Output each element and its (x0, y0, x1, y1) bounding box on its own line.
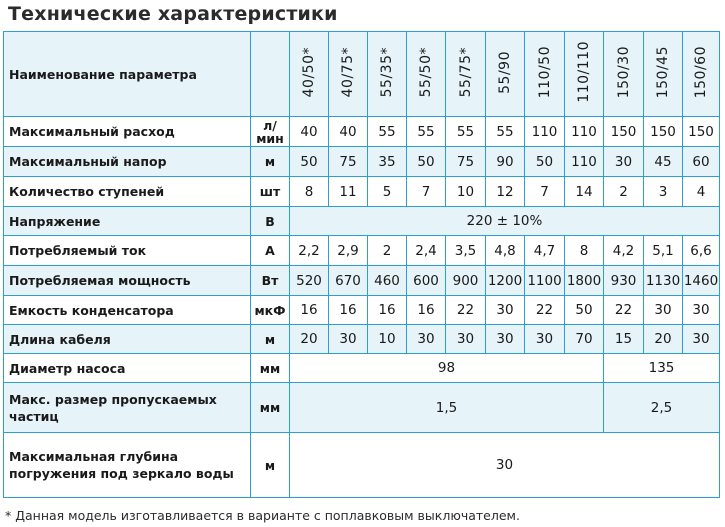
value-cell: 20 (290, 325, 329, 354)
param-name: Длина кабеля (4, 325, 251, 354)
model-label: 40/50* (301, 46, 317, 98)
value-cell: 150 (604, 117, 644, 147)
value-cell: 900 (446, 266, 486, 296)
value-cell: 55 (486, 117, 525, 147)
param-unit: м (251, 433, 290, 498)
value-cell: 30 (407, 325, 446, 354)
table-row (4, 433, 720, 498)
model-header (644, 32, 683, 117)
value-cell: 110 (565, 147, 604, 177)
value-cell: 75 (329, 147, 368, 177)
param-name: Количество ступеней (4, 177, 251, 207)
value-cell: 16 (407, 296, 446, 325)
value-cell: 135 (604, 354, 720, 383)
value-cell: 12 (486, 177, 525, 207)
value-cell: 1460 (683, 266, 720, 296)
param-name: Потребляемый ток (4, 236, 251, 266)
model-header (486, 32, 525, 117)
value-cell: 110 (565, 117, 604, 147)
value-cell: 4 (683, 177, 720, 207)
model-label: 110/110 (576, 41, 592, 103)
value-cell: 35 (368, 147, 407, 177)
model-header (290, 32, 329, 117)
model-label: 55/50* (418, 46, 434, 98)
model-header (368, 32, 407, 117)
value-cell: 15 (604, 325, 644, 354)
value-cell: 50 (525, 147, 565, 177)
table-row (4, 147, 720, 177)
model-label: 150/30 (615, 45, 632, 99)
value-cell: 22 (446, 296, 486, 325)
param-name: Потребляемая мощность (4, 266, 251, 296)
spec-table (3, 31, 720, 498)
value-cell: 1200 (486, 266, 525, 296)
value-cell: 30 (486, 296, 525, 325)
value-cell: 30 (683, 296, 720, 325)
value-cell: 50 (407, 147, 446, 177)
model-label: 55/75* (457, 46, 474, 98)
model-header (525, 32, 565, 117)
value-cell: 50 (565, 296, 604, 325)
value-cell: 7 (407, 177, 446, 207)
page-title: Технические характеристики (8, 3, 338, 25)
table-row (4, 177, 720, 207)
value-cell: 40 (329, 117, 368, 147)
value-cell: 14 (565, 177, 604, 207)
value-cell: 30 (290, 433, 720, 498)
param-name: Напряжение (4, 207, 251, 236)
param-unit: мм (251, 383, 290, 433)
value-cell: 7 (525, 177, 565, 207)
param-unit: мм (251, 354, 290, 383)
value-cell: 5,1 (644, 236, 683, 266)
model-label: 55/90 (497, 50, 513, 94)
param-name: Максимальная глубина погружения под зеркало воды (4, 433, 251, 498)
value-cell: 30 (683, 325, 720, 354)
param-unit: шт (251, 177, 290, 207)
value-cell: 8 (565, 236, 604, 266)
param-header: Наименование параметра (4, 32, 251, 117)
value-cell: 55 (368, 117, 407, 147)
model-label: 110/50 (536, 45, 553, 99)
param-name: Диаметр насоса (4, 354, 251, 383)
value-cell: 4,7 (525, 236, 565, 266)
value-cell: 16 (368, 296, 407, 325)
param-unit: Вт (251, 266, 290, 296)
model-label: 150/60 (693, 45, 709, 99)
unit-header (251, 32, 290, 117)
model-header (565, 32, 604, 117)
model-label: 150/45 (655, 45, 671, 99)
value-cell: 70 (565, 325, 604, 354)
value-cell: 30 (446, 325, 486, 354)
value-cell: 5 (368, 177, 407, 207)
value-cell: 2,2 (290, 236, 329, 266)
value-cell: 2 (368, 236, 407, 266)
param-unit: м (251, 147, 290, 177)
value-cell: 30 (486, 325, 525, 354)
value-cell: 2,4 (407, 236, 446, 266)
table-row (4, 207, 720, 236)
value-cell: 6,6 (683, 236, 720, 266)
value-cell: 110 (525, 117, 565, 147)
value-cell: 930 (604, 266, 644, 296)
value-cell: 60 (683, 147, 720, 177)
model-header (329, 32, 368, 117)
value-cell: 22 (604, 296, 644, 325)
value-cell: 520 (290, 266, 329, 296)
param-name: Макс. размер пропускаемых частиц (4, 383, 251, 433)
value-cell: 3 (644, 177, 683, 207)
value-cell: 16 (329, 296, 368, 325)
param-unit: л/ мин (251, 117, 290, 147)
value-cell: 1800 (565, 266, 604, 296)
value-cell: 2,9 (329, 236, 368, 266)
model-label: 55/35* (379, 46, 395, 98)
value-cell: 10 (368, 325, 407, 354)
value-cell: 3,5 (446, 236, 486, 266)
value-cell: 90 (486, 147, 525, 177)
model-label: 40/75* (340, 46, 356, 98)
param-name: Емкость конденсатора (4, 296, 251, 325)
footnote: * Данная модель изготавливается в варианте с поплавковым выключателем. (5, 508, 520, 523)
value-cell: 55 (407, 117, 446, 147)
value-cell: 2 (604, 177, 644, 207)
value-cell: 11 (329, 177, 368, 207)
value-cell: 30 (525, 325, 565, 354)
value-cell: 98 (290, 354, 604, 383)
param-unit: м (251, 325, 290, 354)
value-cell: 4,8 (486, 236, 525, 266)
model-header (446, 32, 486, 117)
header-row (4, 32, 720, 117)
value-cell: 220 ± 10% (290, 207, 720, 236)
value-cell: 50 (290, 147, 329, 177)
value-cell: 1,5 (290, 383, 604, 433)
value-cell: 4,2 (604, 236, 644, 266)
value-cell: 600 (407, 266, 446, 296)
value-cell: 1130 (644, 266, 683, 296)
value-cell: 30 (644, 296, 683, 325)
model-header (407, 32, 446, 117)
value-cell: 460 (368, 266, 407, 296)
value-cell: 75 (446, 147, 486, 177)
param-name: Максимальный напор (4, 147, 251, 177)
param-name: Максимальный расход (4, 117, 251, 147)
model-header (683, 32, 720, 117)
param-unit: мкФ (251, 296, 290, 325)
model-header (604, 32, 644, 117)
value-cell: 55 (446, 117, 486, 147)
value-cell: 670 (329, 266, 368, 296)
value-cell: 1100 (525, 266, 565, 296)
table-row (4, 296, 720, 325)
value-cell: 10 (446, 177, 486, 207)
value-cell: 30 (329, 325, 368, 354)
value-cell: 45 (644, 147, 683, 177)
value-cell: 150 (683, 117, 720, 147)
value-cell: 8 (290, 177, 329, 207)
param-unit: В (251, 207, 290, 236)
table-row (4, 266, 720, 296)
table-row (4, 236, 720, 266)
value-cell: 2,5 (604, 383, 720, 433)
table-row (4, 354, 720, 383)
table-row (4, 117, 720, 147)
value-cell: 22 (525, 296, 565, 325)
table-row (4, 325, 720, 354)
table-row (4, 383, 720, 433)
value-cell: 16 (290, 296, 329, 325)
value-cell: 40 (290, 117, 329, 147)
value-cell: 150 (644, 117, 683, 147)
value-cell: 30 (604, 147, 644, 177)
param-unit: А (251, 236, 290, 266)
value-cell: 20 (644, 325, 683, 354)
